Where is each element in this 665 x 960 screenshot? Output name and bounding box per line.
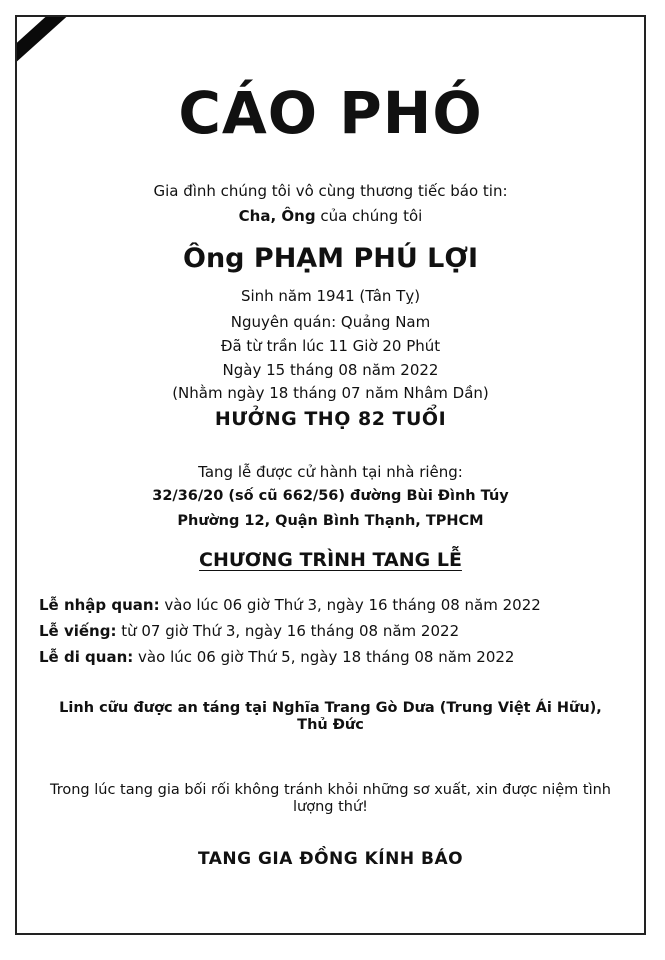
passed-time-line: Đã từ trần lúc 11 Giờ 20 Phút [220,337,441,355]
closing-line-2: lượng thứ! [293,799,368,815]
age-line: HƯỞNG THỌ 82 TUỔI [214,408,447,430]
relation-rest: của chúng tôi [315,207,423,225]
birth-line: Sinh năm 1941 (Tân Tỵ) [240,287,421,305]
schedule-text: vào lúc 06 giờ Thứ 3, ngày 16 tháng 08 năm 2022 [159,596,541,614]
address-line-2: Phường 12, Quận Bình Thạnh, TPHCM [177,513,484,529]
program-title: CHƯƠNG TRÌNH TANG LỄ [199,549,462,571]
funeral-intro: Tang lễ được cử hành tại nhà riêng: [198,463,463,481]
burial-line-2: Thủ Đức [297,717,364,733]
passed-date-line: Ngày 15 tháng 08 năm 2022 [222,361,439,379]
relation-bold: Cha, Ông [238,207,316,225]
obituary-frame [15,15,646,935]
schedule-item [39,648,514,666]
burial-line-1: Linh cữu được an táng tại Nghĩa Trang Gò Dưa (Trung Việt Ái Hữu), [59,700,602,716]
obituary-title: CÁO PHÓ [178,79,483,147]
schedule-item [39,596,541,614]
schedule-label: Lễ nhập quan: [39,596,160,614]
schedule-label: Lễ di quan: [39,648,134,666]
address-line-1: 32/36/20 (số cũ 662/56) đường Bùi Đình Túy [152,488,509,504]
lunar-date-line: (Nhằm ngày 18 tháng 07 năm Nhâm Dần) [172,384,489,402]
relation-line [17,207,644,225]
schedule-item [39,622,459,640]
hometown-line: Nguyên quán: Quảng Nam [230,313,431,331]
signature: TANG GIA ĐỒNG KÍNH BÁO [197,849,464,869]
schedule-text: từ 07 giờ Thứ 3, ngày 16 tháng 08 năm 2022 [116,622,460,640]
closing-line-1: Trong lúc tang gia bối rối không tránh khỏi những sơ xuất, xin được niệm tình [50,782,611,798]
schedule-text: vào lúc 06 giờ Thứ 5, ngày 18 tháng 08 năm 2022 [133,648,515,666]
deceased-name: Ông PHẠM PHÚ LỢI [183,243,478,274]
schedule-label: Lễ viếng: [39,622,117,640]
intro-line: Gia đình chúng tôi vô cùng thương tiếc báo tin: [153,182,508,200]
